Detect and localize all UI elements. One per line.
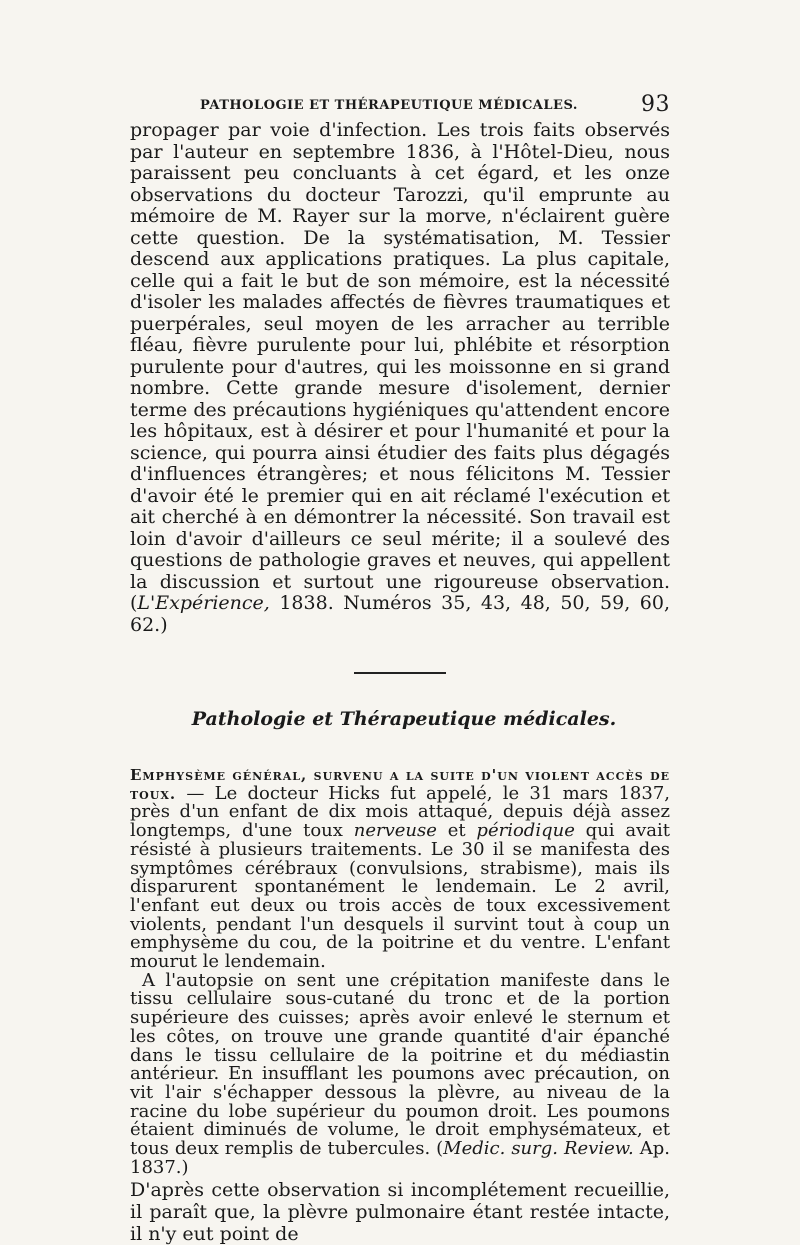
- closing-paragraph: D'après cette observation si incomplétement recueillie, il paraît que, la plèvre pulmonaire étant restée intacte, il n'y eut point de: [130, 1179, 670, 1245]
- source-journal: L'Expérience,: [137, 592, 270, 614]
- article-heading: Emphysème général, survenu a la suite d'un violent accès de toux.: [130, 766, 670, 803]
- running-head: [130, 92, 670, 120]
- para2-text-b: Ap. 1837.): [130, 1138, 670, 1178]
- intro-text-a: propager par voie d'infection. Les trois faits observés par l'auteur en septembre 1836, à l'Hôtel-Dieu, nous paraissent peu concluants à cet égard, et les onze observations du docteur Tarozzi, qu'il emprunte au mémoire de M. Rayer sur la morve, n'éclairent guère cette question. De la systématisation, M. Tessier descend aux applications pratiques. La plus capitale, celle qui a fait le but de son mémoire, est la nécessité d'isoler les malades affectés de fièvres traumatiques et puerpérales, seul moyen de les arracher au terrible fléau, fièvre purulente pour lui, phlébite et résorption purulente pour d'autres, qui les moissonne en si grand nombre. Cette grande mesure d'isolement, dernier terme des précautions hygiéniques qu'attendent encore les hôpitaux, est à désirer et pour l'humanité et pour la science, qui pourra ainsi étudier des faits plus dégagés d'influences étrangères; et nous félicitons M. Tessier d'avoir été le premier qui en ait réclamé l'exécution et ait cherché à en démontrer la nécessité. Son travail est loin d'avoir d'ailleurs ce seul mérite; il a soulevé des questions de pathologie graves et neuves, qui appellent la discussion et surtout une rigoureuse observation. (: [130, 119, 670, 614]
- running-title: PATHOLOGIE ET THÉRAPEUTIQUE MÉDICALES.: [200, 98, 578, 113]
- article-text-b: qui avait résisté à plusieurs traitements. Le 30 il se manifesta des symptômes cérébraux (convulsions, strabisme), mais ils disparurent spontanément le lendemain. Le 2 avril, l'enfant eut deux ou trois accès de toux excessivement violents, pendant l'un desquels il survint tout à coup un emphysème du cou, de la poitrine et du ventre. L'enfant mourut le lendemain.: [130, 820, 670, 973]
- article-source: Medic. surg. Review.: [443, 1138, 634, 1160]
- para2-text-a: A l'autopsie on sent une crépitation manifeste dans le tissu cellulaire sous-cutané du tronc et de la portion supérieure des cuisses; après avoir enlevé le sternum et les côtes, on trouve une grande quantité d'air épanché dans le tissu cellulaire de la poitrine et du médiastin antérieur. En insufflant les poumons avec précaution, on vit l'air s'échapper dessous la plèvre, au niveau de la racine du lobe supérieur du poumon droit. Les poumons étaient diminués de volume, le droit emphysémateux, et tous deux remplis de tubercules. (: [130, 969, 670, 1160]
- book-page: [130, 92, 670, 1245]
- section-title: Pathologie et Thérapeutique médicales.: [191, 708, 617, 730]
- em-periodique: périodique: [476, 820, 575, 842]
- article-paragraph-1: [130, 766, 670, 972]
- article-paragraph-2: [130, 969, 670, 1178]
- article-text-and: et: [436, 820, 477, 842]
- section-divider: [354, 672, 446, 674]
- em-nerveuse: nerveuse: [353, 820, 437, 842]
- page-number: 93: [641, 92, 670, 117]
- intro-paragraph: [130, 120, 670, 636]
- intro-text-b: 1838. Numéros 35, 43, 48, 50, 59, 60, 62.): [130, 592, 670, 636]
- article: [130, 766, 670, 1177]
- article-text-a: — Le docteur Hicks fut appelé, le 31 mars 1837, près d'un enfant de dix mois attaqué, depuis déjà assez longtemps, d'une toux: [130, 782, 670, 842]
